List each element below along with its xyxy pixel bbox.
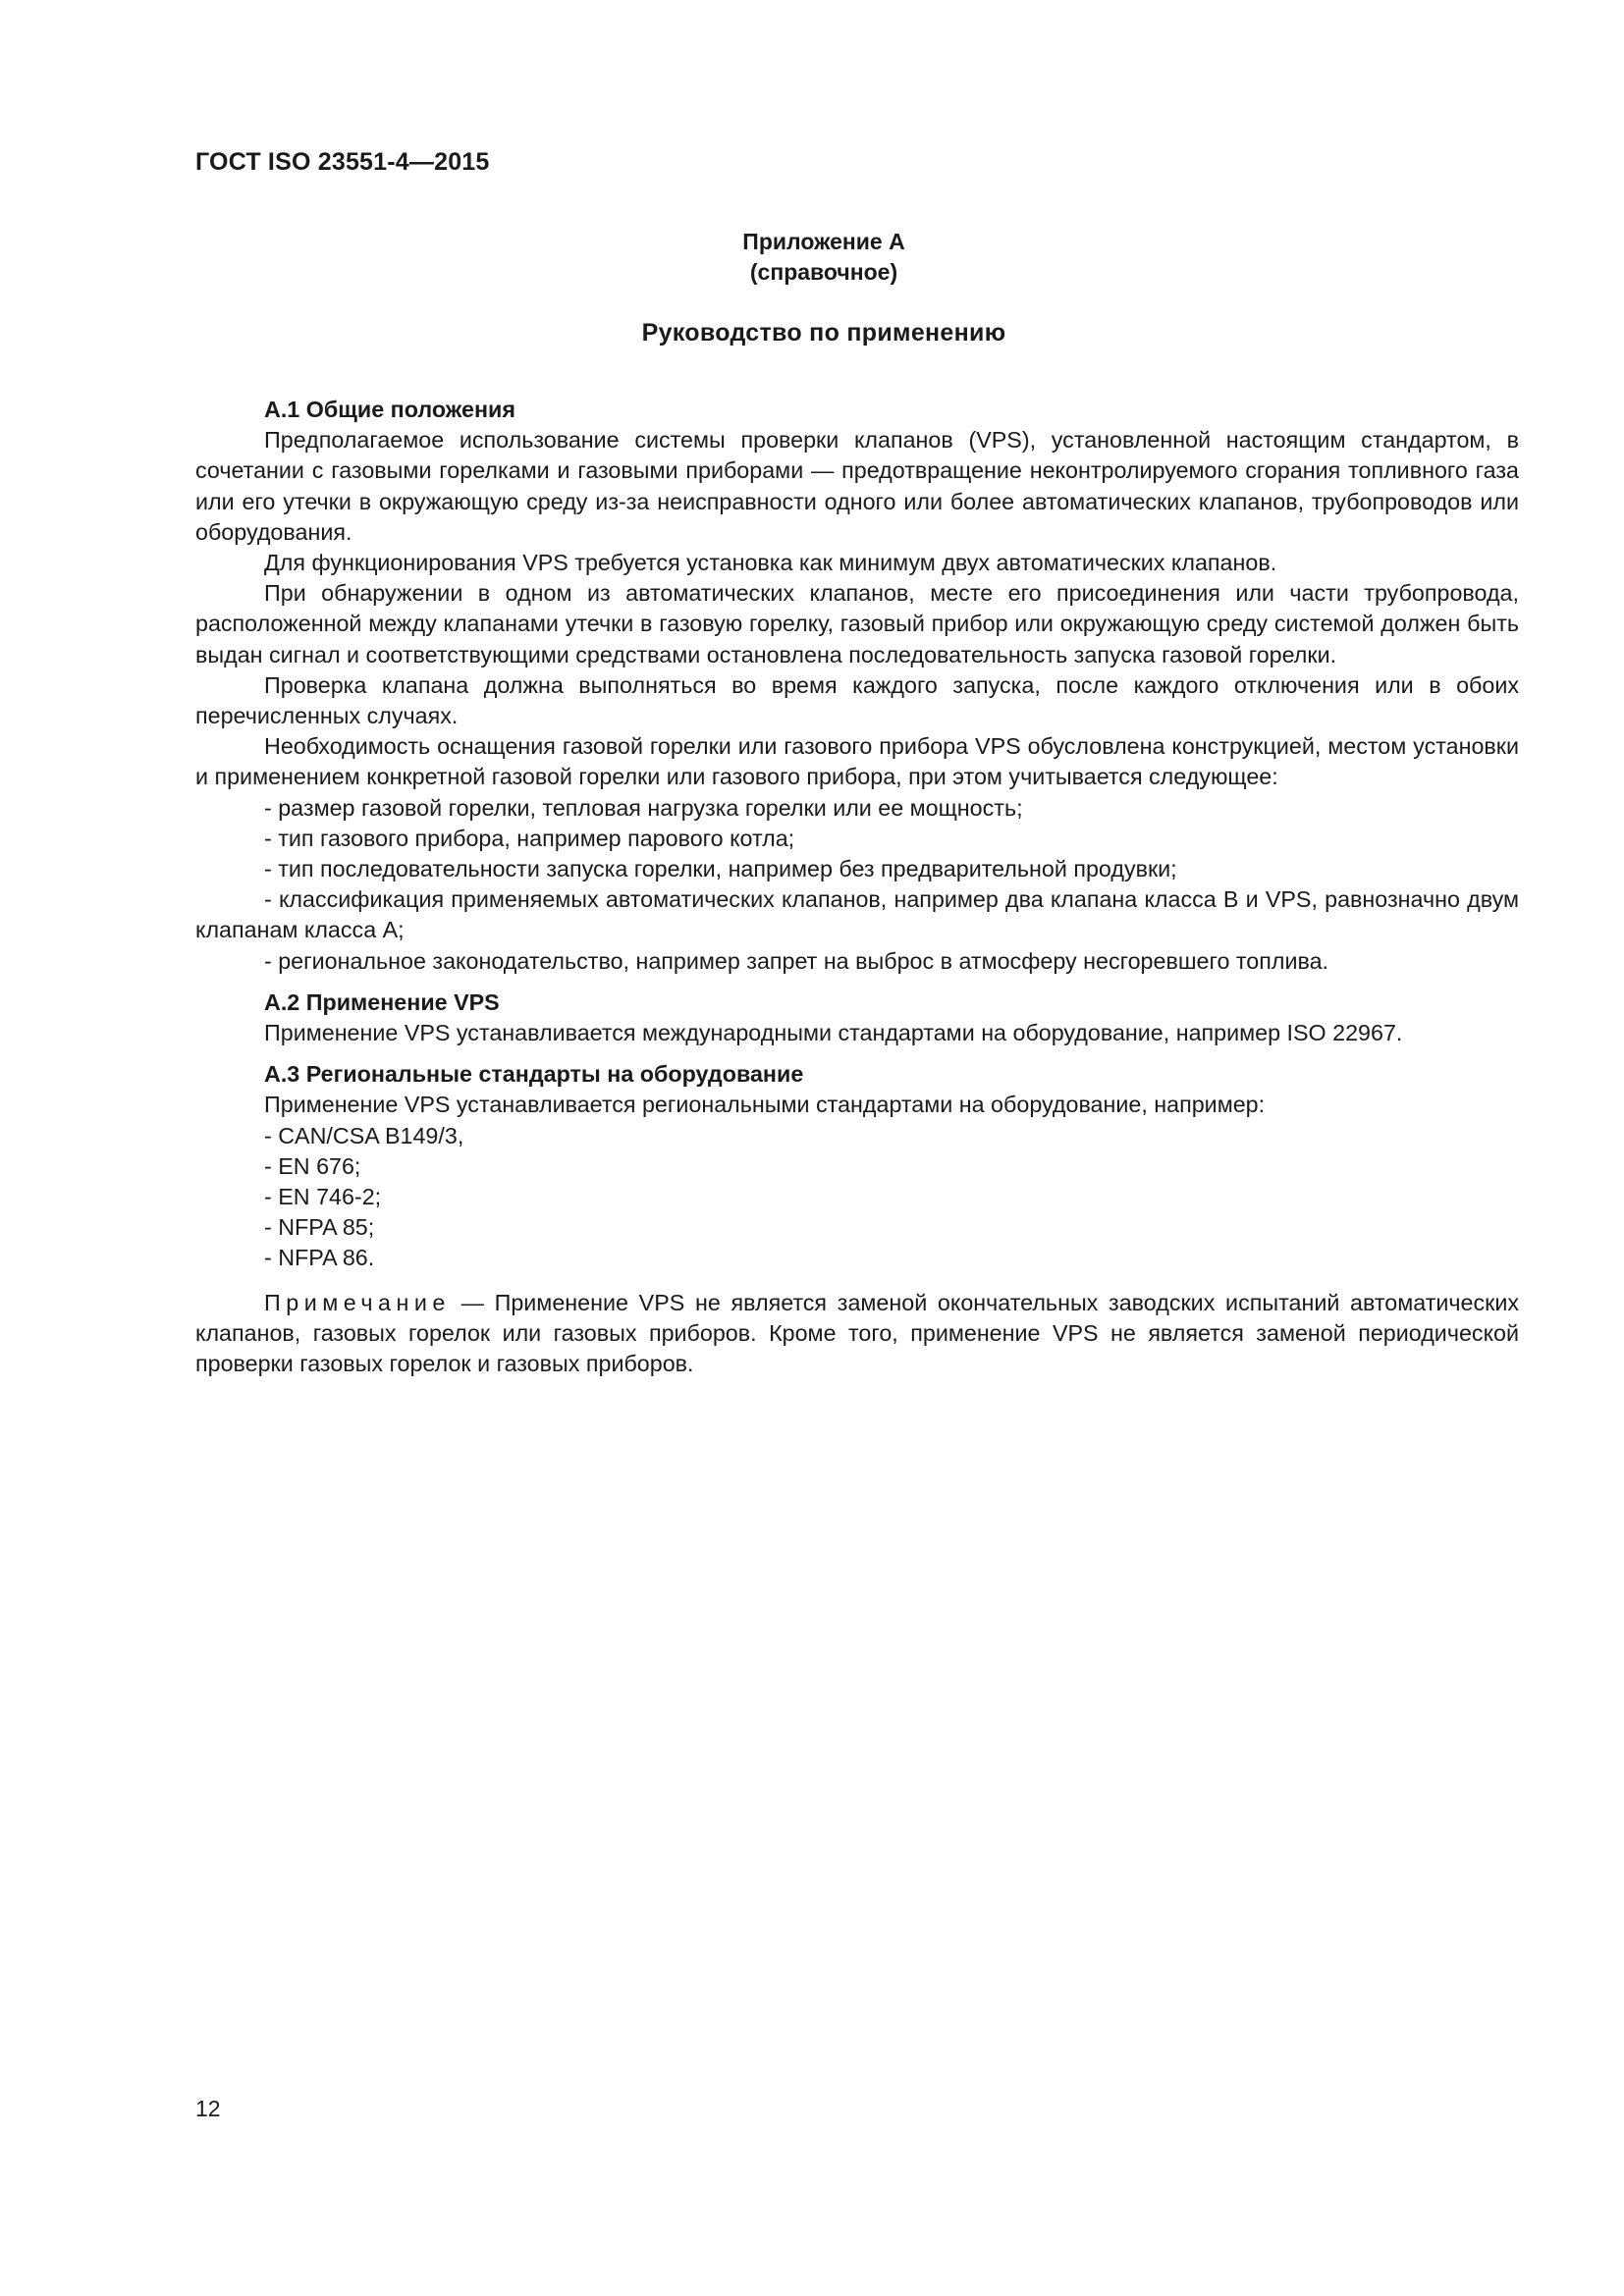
section-a3-list-item: - CAN/CSA B149/3, [264,1122,464,1148]
annex-title: Руководство по применению [641,319,1006,347]
section-a1-list-item: - тип газового прибора, например парового котла; [264,825,795,851]
note-paragraph [195,1288,1519,1380]
section-a1-list-item: - тип последовательности запуска горелки, например без предварительной продувки; [264,856,1177,882]
section-a1-list-item: - размер газовой горелки, тепловая нагрузка горелки или ее мощность; [264,794,1023,821]
section-a1-paragraph-2: Для функционирования VPS требуется установка как минимум двух автоматических клапанов. [264,550,1277,576]
note-label: Примечание [264,1289,451,1315]
note-text: — Применение VPS не является заменой окончательных заводских испытаний автоматических клапанов, газовых горелок или газовых приборов. Кроме того, применение VPS не является заменой периодической проверки газовых горелок и газовых приборов. [195,1289,1519,1377]
section-a1-paragraph-1: Предполагаемое использование системы проверки клапанов (VPS), установленной настоящим стандартом, в сочетании с газовыми горелками и газовыми приборами — предотвращение неконтролируемого сгорания топливного газа или его утечки в окружающую среду из-за неисправности одного или более автоматических клапанов, трубопроводов или оборудования. [195,427,1519,545]
document-id-header: ГОСТ ISO 23551-4—2015 [195,148,490,176]
section-a1-list-item: - классификация применяемых автоматических клапанов, например два клапана класса В и VPS, равнозначно двум клапанам класса А; [195,886,1519,943]
section-a3-list-item: - NFPA 85; [264,1214,375,1241]
section-a2-heading: А.2 Применение VPS [264,988,500,1015]
section-a3-paragraph-1: Применение VPS устанавливается региональными стандартами на оборудование, например: [264,1092,1266,1118]
section-a1-paragraph-3: При обнаружении в одном из автоматических клапанов, месте его присоединения или части трубопровода, расположенной между клапанами утечки в газовую горелку, газовый прибор или окружающую среду системой должен быть выдан сигнал и соответствующими средствами остановлена последовательность запуска газовой горелки. [195,580,1519,667]
section-a1-list-item: - региональное законодательство, например запрет на выброс в атмосферу несгоревшего топлива. [264,947,1329,974]
page-number: 12 [195,2096,221,2121]
annex-label-text: Приложение А [742,229,905,254]
section-a3-list-item: - EN 676; [264,1152,361,1179]
section-a1-paragraph-4: Проверка клапана должна выполняться во время каждого запуска, после каждого отключения или в обоих перечисленных случаях. [195,671,1519,729]
section-a3-heading: А.3 Региональные стандарты на оборудование [264,1061,804,1088]
section-a1-heading: А.1 Общие положения [264,397,515,422]
section-a3-list-item: - NFPA 86. [264,1245,375,1271]
section-a3-list-item: - EN 746-2; [264,1184,382,1210]
section-a1-paragraph-5: Необходимость оснащения газовой горелки или газового прибора VPS обусловлена конструкцией, местом установки и применением конкретной газовой горелки или газового прибора, при этом учитывается следующее: [195,733,1519,790]
annex-label [12,227,1624,288]
section-a2-paragraph-1: Применение VPS устанавливается международными стандартами на оборудование, например ISO 22967. [264,1020,1403,1046]
annex-kind-text: (справочное) [749,259,898,285]
document-body [195,395,1519,1379]
